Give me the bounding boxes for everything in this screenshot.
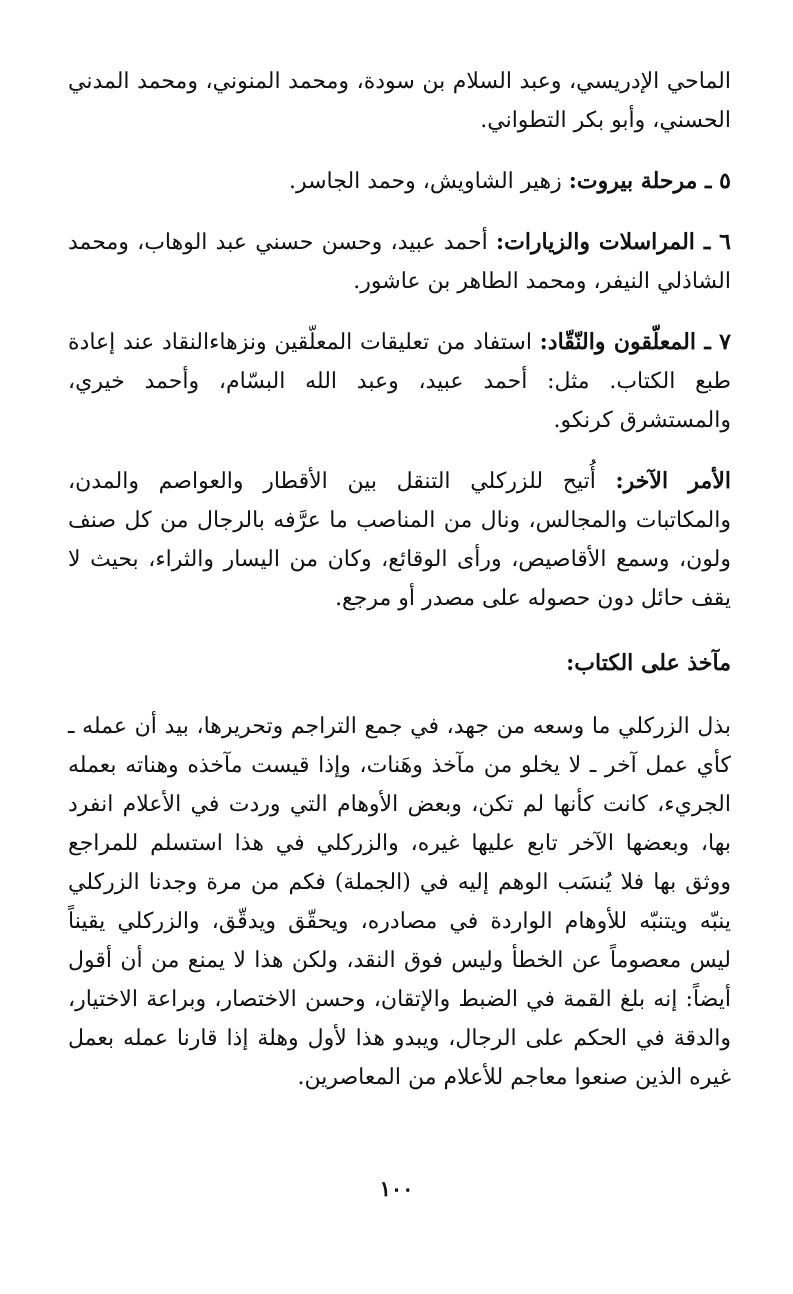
paragraph-commentators — [68, 323, 731, 440]
paragraph-lead: ٧ ـ المعلّقون والنّقّاد: — [539, 329, 731, 355]
paragraph-lead: الأمر الآخر: — [615, 468, 731, 494]
paragraph-correspondence — [68, 223, 731, 301]
body-paragraph: بذل الزركلي ما وسعه من جهد، في جمع التراجم وتحريرها، بيد أن عمله ـ كأي عمل آخر ـ لا يخلو من مآخذ وهَنات، وإذا قيست مآخذه وهناته بعمله الجريء، كانت كأنها لم تكن، وبعض الأوهام التي وردت في الأعلام انفرد بها، وبعضها الآخر تابع عليها غيره، والزركلي في هذا استسلم للمراجع ووثق بها فلا يُنسَب الوهم إليه في (الجملة) فكم من مرة وجدنا الزركلي ينبّه ويتنبّه للأوهام الواردة في مصادره، ويحقّق ويدقّق، والزركلي يقيناً ليس معصوماً عن الخطأ وليس فوق النقد، ولكن هذا لا يمنع من أن أقول أيضاً: إنه بلغ القمة في الضبط والإتقان، وحسن الاختصار، وبراعة الاختيار، والدقة في الحكم على الرجال، ويبدو هذا لأول وهلة إذا قارنا عمله بعمل غيره الذين صنعوا معاجم للأعلام من المعاصرين. — [68, 714, 731, 1090]
paragraph-text: أحمد عبيد، وحسن حسني عبد الوهاب، ومحمد الشاذلي النيفر، ومحمد الطاهر بن عاشور. — [68, 230, 731, 294]
paragraph-text: زهير الشاويش، وحمد الجاسر. — [288, 169, 569, 194]
section-heading: مآخذ على الكتاب: — [566, 650, 731, 676]
paragraph-other-matter — [68, 462, 731, 618]
paragraph-lead: ٥ ـ مرحلة بيروت: — [568, 168, 731, 194]
page-number: ١٠٠ — [379, 1176, 414, 1201]
paragraph-continuation — [68, 62, 731, 140]
paragraph-lead: ٦ ـ المراسلات والزيارات: — [495, 229, 731, 255]
paragraph-text: استفاد من تعليقات المعلّقين ونزهاءالنقاد عند إعادة طبع الكتاب. مثل: أحمد عبيد، وعبد الله البسّام، وأحمد خيري، والمستشرق كرنكو. — [68, 330, 731, 433]
paragraph-text: أُتيح للزركلي التنقل بين الأقطار والعواصم والمدن، والمكاتبات والمجالس، ونال من المناصب ما عرَّفه بالرجال من كل صنف ولون، وسمع الأقاصيص، ورأى الوقائع، وكان من اليسار والثراء، بحيث لا يقف حائل دون حصوله على مصدر أو مرجع. — [68, 469, 731, 611]
paragraph-beirut-stage — [68, 162, 731, 201]
paragraph-text: الماحي الإدريسي، وعبد السلام بن سودة، ومحمد المنوني، ومحمد المدني الحسني، وأبو بكر التطواني. — [68, 69, 731, 133]
